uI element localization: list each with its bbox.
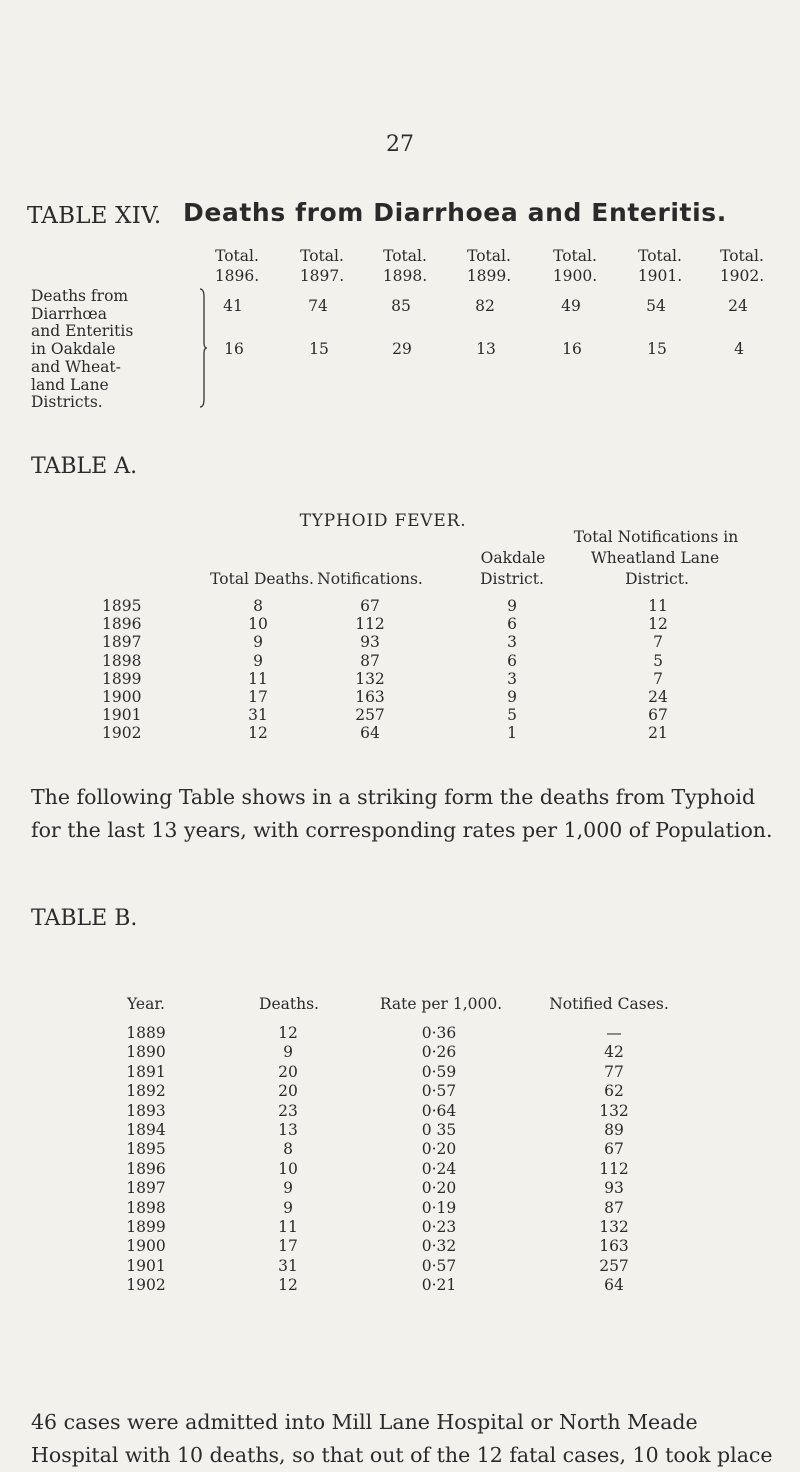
table-a-year: 1899: [102, 669, 142, 688]
table-b-header-year: Year.: [127, 995, 165, 1013]
table-b-rate: 0·57: [421, 1256, 457, 1275]
row-label-line: Deaths from: [31, 287, 129, 305]
table-a-notifications: 64: [360, 724, 380, 743]
column-label: Total.: [383, 247, 427, 265]
table-a-deaths: 31: [248, 706, 268, 725]
paragraph-typhoid-intro: The following Table shows in a striking form the deaths from Typhoid for the last 13 years, with corresponding rates per 1,000 of Population.: [31, 785, 773, 842]
table-b-year: 1892: [126, 1082, 166, 1101]
district-value: 13: [476, 340, 496, 358]
table-a-deaths: 11: [248, 669, 268, 688]
table-a-deaths: 8: [253, 597, 263, 615]
column-year: 1902.: [719, 267, 765, 285]
district-value: 16: [224, 340, 244, 358]
table-a-year: 1896: [102, 615, 142, 634]
table-a-oakdale: 6: [507, 615, 517, 634]
table-a-notifications: 112: [355, 615, 385, 634]
table-b-year: 1894: [126, 1121, 166, 1139]
table-b-rate: 0·32: [421, 1237, 457, 1256]
table-b-rate: 0·20: [421, 1179, 457, 1198]
table-a-year: 1898: [102, 651, 142, 670]
column-label: Total.: [300, 247, 344, 265]
table-b-notified: 132: [599, 1218, 629, 1236]
table-b-notified: 93: [604, 1179, 624, 1198]
table-b-deaths: 11: [278, 1218, 298, 1236]
table-a-year: 1895: [102, 597, 142, 615]
column-label: Total.: [467, 247, 511, 265]
total-value: 41: [223, 297, 243, 315]
column-label: Total.: [638, 247, 682, 265]
table-a-notifications: 93: [360, 633, 380, 652]
table-a-wheatland: 5: [653, 651, 663, 670]
table-a-year: 1902: [102, 724, 142, 743]
table-b-notified: 67: [604, 1140, 624, 1159]
row-label-line: and Wheat-: [31, 357, 121, 376]
column-year: 1899.: [466, 267, 512, 285]
table-b-notified: 89: [604, 1121, 624, 1139]
table-a-year: 1901: [102, 706, 142, 725]
table-a-notifications: 163: [355, 688, 385, 706]
table-a-oakdale: 5: [507, 706, 517, 725]
table-b-year: 1898: [126, 1198, 166, 1217]
table-b-notified: 112: [599, 1159, 629, 1178]
table-b-notified: 62: [604, 1082, 624, 1101]
table-b-year: 1901: [126, 1256, 166, 1275]
table-b-notified: 87: [604, 1198, 624, 1217]
table-b-deaths: 13: [278, 1121, 298, 1139]
row-label-line: land Lane: [31, 375, 109, 394]
table-a-deaths: 9: [253, 633, 263, 652]
table-a-header-oakdale-district: District.: [480, 570, 544, 588]
table-a-notifications: 132: [355, 669, 385, 688]
table-a-notifications: 257: [355, 706, 385, 725]
column-label: Total.: [720, 247, 764, 265]
table-a-header-deaths: Total Deaths.: [210, 570, 314, 588]
table-a-year: 1900: [102, 688, 142, 706]
table-b-deaths: 9: [283, 1043, 293, 1062]
table-b-notified: 64: [604, 1276, 624, 1295]
table-b-deaths: 9: [283, 1198, 293, 1217]
page-number: 27: [386, 132, 414, 157]
table-a-notifications: 67: [360, 597, 380, 615]
table-b-deaths: 12: [278, 1276, 298, 1295]
district-value: 16: [562, 340, 582, 358]
row-label-line: Districts.: [31, 393, 103, 412]
table-a-oakdale: 3: [507, 633, 517, 652]
total-value: 49: [561, 297, 581, 315]
table-a-header-oakdale: Oakdale: [480, 549, 546, 567]
table-b-rate: 0·26: [421, 1043, 457, 1062]
table-a-year: 1897: [102, 633, 142, 652]
table-b-rate: 0·23: [421, 1218, 457, 1236]
table-a-caption: TABLE A.: [31, 454, 138, 479]
table-b-deaths: 23: [278, 1101, 298, 1120]
table-b-deaths: 12: [278, 1024, 298, 1042]
table-b-rate: 0·20: [421, 1140, 457, 1159]
table-a-deaths: 17: [248, 688, 268, 706]
table-b-caption: TABLE B.: [31, 906, 138, 931]
column-year: 1898.: [382, 267, 428, 285]
table-b-rate: 0·21: [421, 1276, 457, 1295]
total-value: 54: [646, 297, 666, 315]
table-b-header-notified: Notified Cases.: [549, 995, 669, 1013]
table-a-oakdale: 3: [507, 669, 517, 688]
table-a-header-notifications: Notifications.: [317, 570, 423, 588]
table-a-wheatland: 7: [653, 633, 663, 652]
district-value: 15: [647, 340, 667, 358]
table-b-year: 1899: [126, 1218, 166, 1236]
table-a-wheatland: 67: [648, 706, 668, 725]
table-b-header-rate: Rate per 1,000.: [379, 995, 503, 1013]
total-value: 74: [308, 297, 328, 315]
table-a-wheatland: 12: [648, 615, 668, 634]
table-b-year: 1902: [126, 1276, 166, 1295]
table-b-notified: 257: [599, 1256, 629, 1275]
table-a-wheatland: 7: [653, 669, 663, 688]
table-b-deaths: 20: [278, 1062, 298, 1081]
row-label-line: and Enteritis: [31, 322, 134, 341]
table-a-oakdale: 1: [507, 724, 517, 743]
row-label-line: in Oakdale: [31, 340, 116, 359]
table-a-header-wheatland-district: District.: [625, 570, 689, 588]
table-b-deaths: 9: [283, 1179, 293, 1198]
table-b-header-deaths: Deaths.: [259, 995, 319, 1013]
table-a-notifications: 87: [360, 651, 380, 670]
table-a-wheatland: 24: [648, 688, 668, 706]
table-b-rate: 0·36: [421, 1024, 457, 1042]
table-b-rate: 0·24: [421, 1159, 457, 1178]
district-value: 15: [309, 340, 329, 358]
table-a-deaths: 12: [248, 724, 268, 743]
table-a-oakdale: 9: [507, 597, 517, 615]
table-b-year: 1895: [126, 1140, 166, 1159]
table-b-notified: 132: [599, 1101, 629, 1120]
table-b-year: 1889: [126, 1024, 166, 1042]
table-b-year: 1897: [126, 1179, 166, 1198]
table-a-deaths: 9: [253, 651, 263, 670]
column-year: 1901.: [637, 267, 683, 285]
district-value: 4: [734, 340, 744, 358]
table-b-year: 1896: [126, 1159, 166, 1178]
table-b-notified: 77: [604, 1062, 624, 1081]
table-b-rate: 0·64: [421, 1101, 457, 1120]
column-year: 1896.: [214, 267, 260, 285]
table-b-rate: 0·57: [421, 1082, 457, 1101]
table-b-year: 1893: [126, 1101, 166, 1120]
table-b-notified: 163: [599, 1237, 629, 1256]
column-label: Total.: [553, 247, 597, 265]
total-value: 85: [391, 297, 411, 315]
table-b-notified: 42: [604, 1043, 624, 1062]
table-b-year: 1890: [126, 1043, 166, 1062]
table-a-oakdale: 9: [507, 688, 517, 706]
table-b-deaths: 8: [283, 1140, 293, 1159]
table-a-wheatland: 21: [648, 724, 668, 743]
curly-brace-icon: [198, 287, 208, 409]
table-b-deaths: 31: [278, 1256, 298, 1275]
table-a-header-wheatland: Wheatland Lane: [590, 549, 720, 567]
column-label: Total.: [215, 247, 259, 265]
table-b-deaths: 10: [278, 1159, 298, 1178]
table-b-rate: 0·19: [421, 1198, 457, 1217]
table-b-deaths: 17: [278, 1237, 298, 1256]
table-a-wheatland: 11: [648, 597, 668, 615]
table-b-rate: 0 35: [421, 1121, 457, 1139]
table-b-notified: —: [606, 1024, 622, 1042]
total-value: 24: [728, 297, 748, 315]
table-a-title: TYPHOID FEVER.: [299, 511, 467, 531]
table-xiv-title: Deaths from Diarrhoea and Enteritis.: [183, 198, 727, 227]
table-b-year: 1900: [126, 1237, 166, 1256]
table-xiv-row-label: [31, 288, 191, 412]
table-a-oakdale: 6: [507, 651, 517, 670]
table-xiv-caption: TABLE XIV.: [27, 203, 162, 229]
column-year: 1897.: [299, 267, 345, 285]
column-year: 1900.: [552, 267, 598, 285]
table-b-rate: 0·59: [421, 1062, 457, 1081]
paragraph-hospital: 46 cases were admitted into Mill Lane Hospital or North Meade Hospital with 10 deaths, so that out of the 12 fatal cases, 10 took place: [31, 1410, 773, 1467]
table-a-deaths: 10: [248, 615, 268, 634]
row-label-line: Diarrhœa: [31, 304, 107, 323]
district-value: 29: [392, 340, 412, 358]
total-value: 82: [475, 297, 495, 315]
table-a-header-group: Total Notifications in: [573, 528, 739, 546]
table-b-year: 1891: [126, 1062, 166, 1081]
table-b-deaths: 20: [278, 1082, 298, 1101]
